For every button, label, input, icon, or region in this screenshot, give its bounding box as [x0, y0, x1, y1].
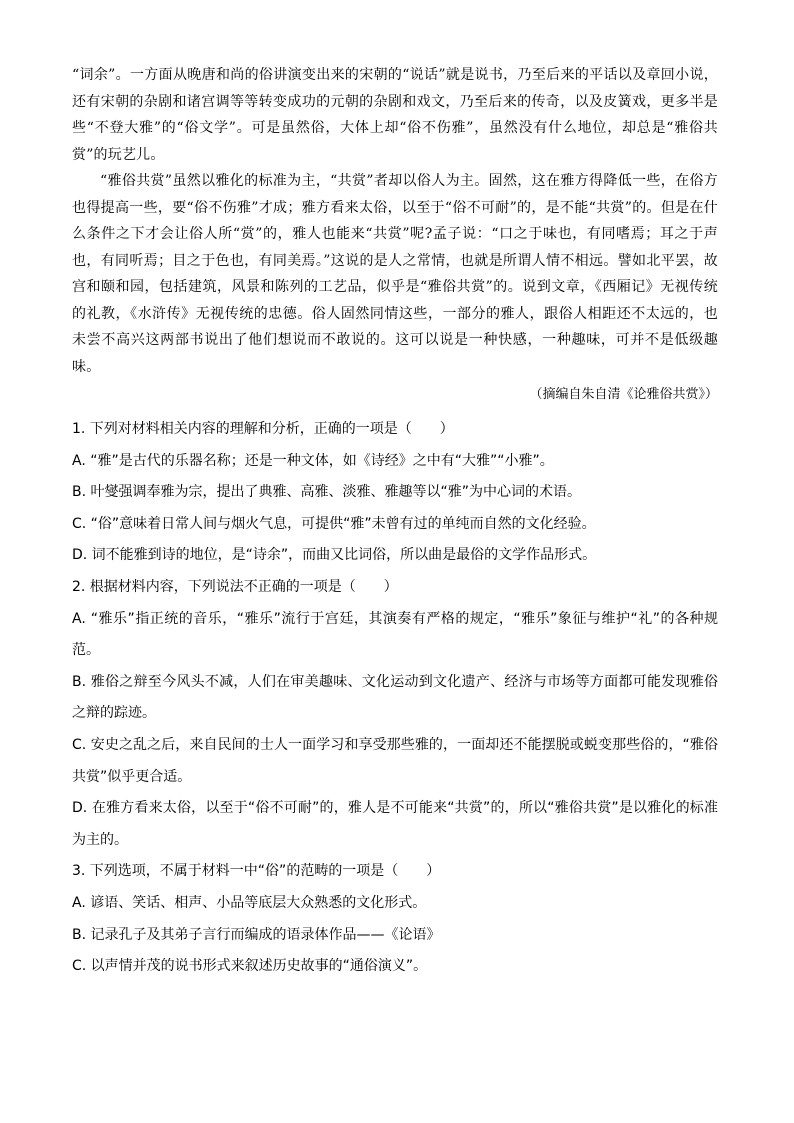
option-b: B. 记录孔子及其弟子言行而编成的语录体作品——《论语》 [72, 926, 441, 943]
option-a: A. “雅乐”指正统的音乐，“雅乐”流行于宫廷，其演奏有严格的规定，“雅乐”象征与维护“礼”的各种规范。 [72, 610, 718, 659]
option-c: C. 安史之乱之后，来自民间的士人一面学习和享受那些雅的，一面却还不能摆脱或蜕变那些俗的，“雅俗共赏”似乎更合适。 [72, 736, 718, 785]
option-c: C. “俗”意味着日常人间与烟火气息，可提供“雅”未曾有过的单纯而自然的文化经验。 [72, 515, 596, 532]
question-stem: 1. 下列对材料相关内容的理解和分析，正确的一项是（ ） [72, 421, 454, 437]
option-b: B. 雅俗之辩至今风头不减，人们在审美趣味、文化运动到文化遗产、经济与市场等方面都可能发现雅俗之辩的踪迹。 [72, 673, 718, 722]
option-a: A. 谚语、笑话、相声、小品等底层大众熟悉的文化形式。 [72, 894, 427, 911]
option-d: D. 词不能雅到诗的地位，是“诗余”，而曲又比词俗，所以曲是最俗的文学作品形式。 [72, 547, 597, 564]
passage-source: （摘编自朱自清《论雅俗共赏》） [529, 387, 718, 402]
passage-paragraph: “雅俗共赏”虽然以雅化的标准为主，“共赏”者却以俗人为主。固然，这在雅方得降低一些，在俗方也得提高一些，要“俗不伤雅”才成；雅方看来太俗，以至于“俗不可耐”的，是不能“共赏”的。但是在什么条件之下才会让俗人所“赏”的，雅人也能来“共赏”呢?孟子说：“口之于味也，有同嗜焉；耳之于声也，有同听焉；目之于色也，有同美焉。”这说的是人之常情，也就是所谓人情不相远。譬如北平罢，故宫和颐和园，包括建筑，风景和陈列的工艺品，似乎是“雅俗共赏”的。说到文章，《西厢记》无视传统的礼教，《水浒传》无视传统的忠德。俗人固然同情这些，一部分的雅人，跟俗人相距还不太远的，也未尝不高兴这两部书说出了他们想说而不敢说的。这可以说是一种快感，一种趣味，可并不是低级趣味。 [72, 173, 718, 375]
option-d: D. 在雅方看来太俗，以至于“俗不可耐”的，雅人是不可能来“共赏”的，所以“雅俗共赏”是以雅化的标准为主的。 [72, 800, 718, 848]
question-stem: 3. 下列选项，不属于材料一中“俗”的范畴的一项是（ ） [72, 863, 441, 880]
option-c: C. 以声情并茂的说书形式来叙述历史故事的“通俗演义”。 [72, 958, 428, 975]
document-page [72, 62, 718, 983]
passage-paragraph: “词余”。一方面从晚唐和尚的俗讲演变出来的宋朝的“说话”就是说书，乃至后来的平话以及章回小说，还有宋朝的杂剧和诸宫调等等转变成功的元朝的杂剧和戏文，乃至后来的传奇，以及皮簧戏，更多半是些“不登大雅”的“俗文学”。可是虽然俗，大体上却“俗不伤雅”，虽然没有什么地位，却总是“雅俗共赏”的玩艺儿。 [72, 67, 718, 163]
question-stem: 2. 根据材料内容，下列说法不正确的一项是（ ） [72, 578, 398, 595]
option-b: B. 叶燮强调奉雅为宗，提出了典雅、高雅、淡雅、雅趣等以“雅”为中心词的术语。 [72, 484, 582, 501]
option-a: A. “雅”是古代的乐器名称；还是一种文体，如《诗经》之中有“大雅”“小雅”。 [72, 452, 554, 469]
